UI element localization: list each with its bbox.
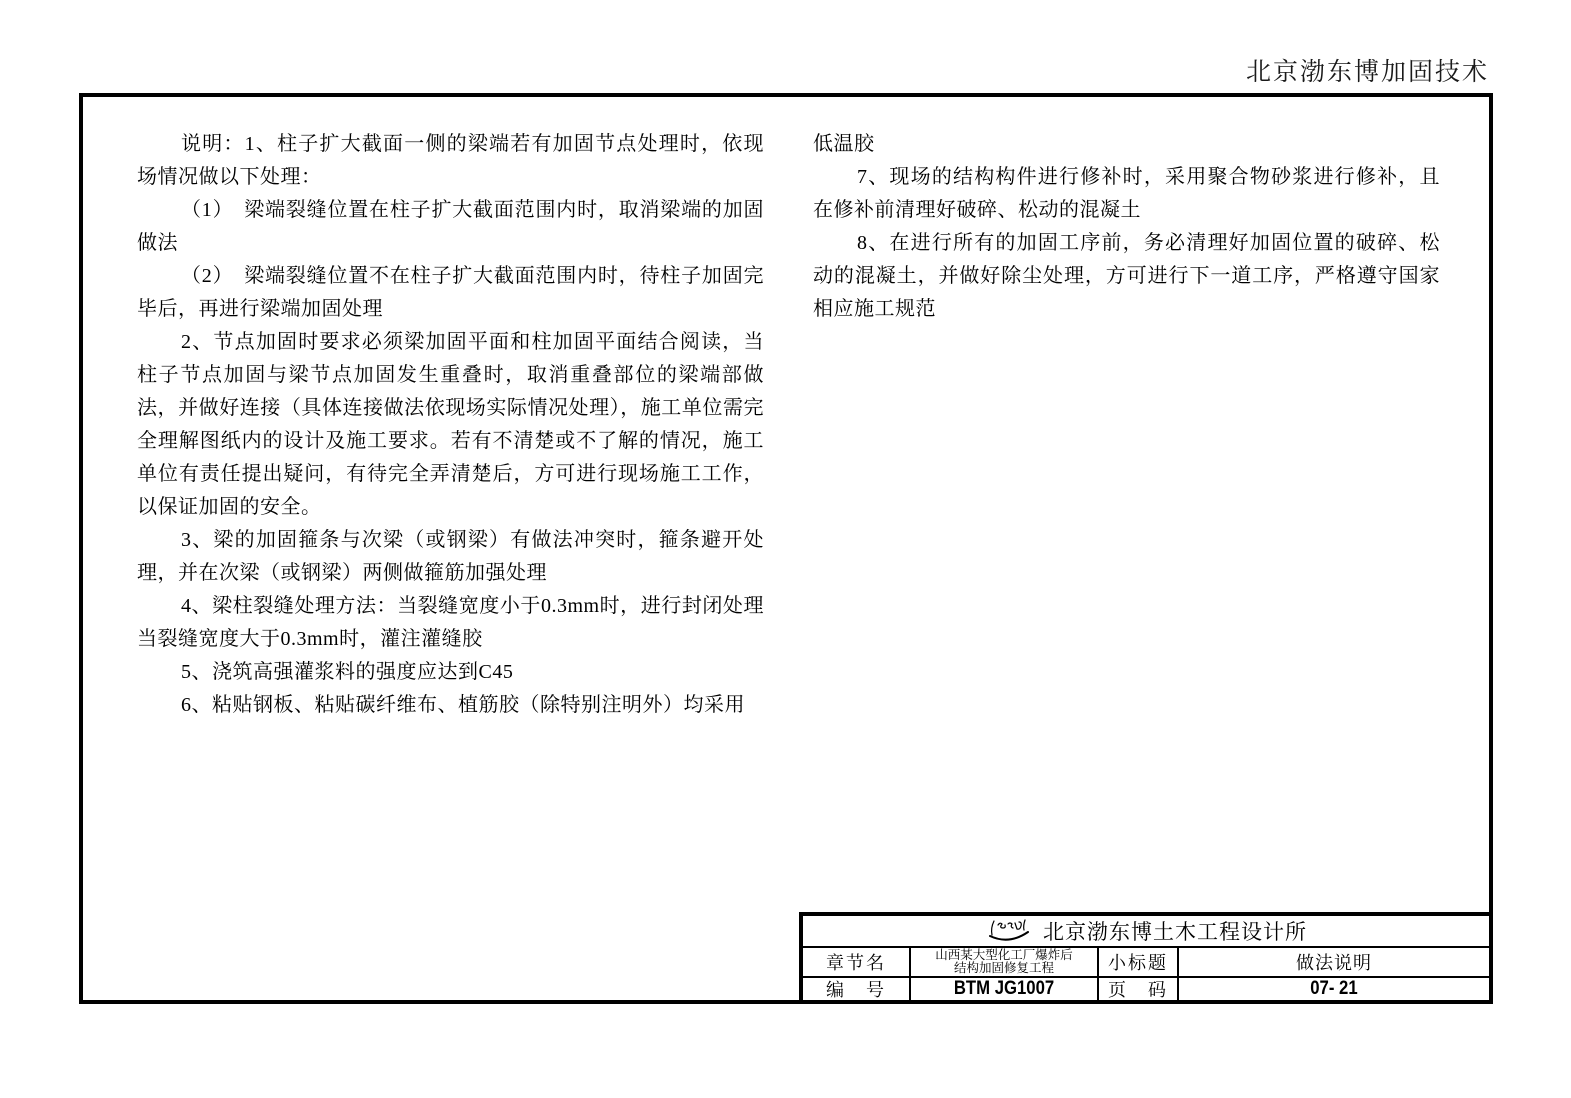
project-name-line2: 结构加固修复工程 bbox=[953, 961, 1054, 975]
subtitle-value-cell bbox=[1177, 946, 1489, 976]
note-paragraph: 2、节点加固时要求必须梁加固平面和柱加固平面结合阅读，当柱子节点加固与梁节点加固发生重叠时，取消重叠部位的梁端部做法，并做好连接（具体连接做法依现场实际情况处理），施工单位需完全理解图纸内的设计及施工要求。若有不清楚或不了解的情况，施工单位有责任提出疑问，有待完全弄清楚后，方可进行现场施工工作，以保证加固的安全。 bbox=[137, 331, 764, 518]
notes-column-left bbox=[137, 128, 764, 722]
number-value-cell bbox=[909, 976, 1097, 1000]
note-paragraph: 7、现场的结构构件进行修补时，采用聚合物砂浆进行修补，且在修补前清理好破碎、松动的混凝土 bbox=[813, 166, 1440, 221]
title-block-company-row bbox=[803, 916, 1489, 946]
page-value-cell bbox=[1177, 976, 1489, 1000]
note-paragraph: 3、梁的加固箍条与次梁（或钢梁）有做法冲突时，箍条避开处理，并在次梁（或钢梁）两侧做箍筋加强处理 bbox=[137, 529, 764, 584]
drawing-sheet-frame bbox=[79, 93, 1493, 1004]
project-name bbox=[935, 949, 1073, 975]
notes-column-right bbox=[813, 128, 1440, 326]
number-label-cell bbox=[803, 976, 909, 1000]
project-name-line1: 山西某大型化工厂爆炸后 bbox=[935, 948, 1073, 962]
company-name: 北京渤东博土木工程设计所 bbox=[1043, 920, 1307, 944]
title-block bbox=[799, 912, 1489, 1000]
note-paragraph: （1） 梁端裂缝位置在柱子扩大截面范围内时，取消梁端的加固做法 bbox=[137, 199, 764, 254]
page-label-cell bbox=[1097, 976, 1177, 1000]
note-paragraph: 6、粘贴钢板、粘贴碳纤维布、植筋胶（除特别注明外）均采用 bbox=[181, 694, 745, 716]
chapter-value-cell bbox=[909, 946, 1097, 976]
chapter-label-cell bbox=[803, 946, 909, 976]
note-paragraph: 说明：1、柱子扩大截面一侧的梁端若有加固节点处理时，依现场情况做以下处理： bbox=[137, 133, 764, 188]
subtitle-value: 做法说明 bbox=[1296, 953, 1372, 973]
note-paragraph: （2） 梁端裂缝位置不在柱子扩大截面范围内时，待柱子加固完毕后，再进行梁端加固处理 bbox=[137, 265, 764, 320]
note-paragraph: 8、在进行所有的加固工序前，务必清理好加固位置的破碎、松动的混凝土，并做好除尘处理，方可进行下一道工序，严格遵守国家相应施工规范 bbox=[813, 232, 1440, 320]
page-label: 页 码 bbox=[1108, 980, 1168, 1000]
drawing-number: BTM JG1007 bbox=[953, 978, 1055, 999]
note-paragraph: 低温胶 bbox=[813, 133, 875, 155]
number-label: 编 号 bbox=[826, 980, 886, 1000]
note-paragraph: 4、梁柱裂缝处理方法：当裂缝宽度小于0.3mm时，进行封闭处理当裂缝宽度大于0.3mm时，灌注灌缝胶 bbox=[137, 595, 764, 650]
subtitle-label-cell bbox=[1097, 946, 1177, 976]
document-header-title: 北京渤东博加固技术 bbox=[1245, 59, 1489, 86]
note-paragraph: 5、浇筑高强灌浆料的强度应达到C45 bbox=[181, 661, 514, 683]
subtitle-label: 小标题 bbox=[1108, 953, 1168, 973]
title-block-grid bbox=[803, 946, 1489, 1000]
chapter-label: 章节名 bbox=[826, 953, 886, 973]
signature-scribble-icon bbox=[985, 918, 1033, 944]
page-number: 07- 21 bbox=[1310, 978, 1358, 999]
